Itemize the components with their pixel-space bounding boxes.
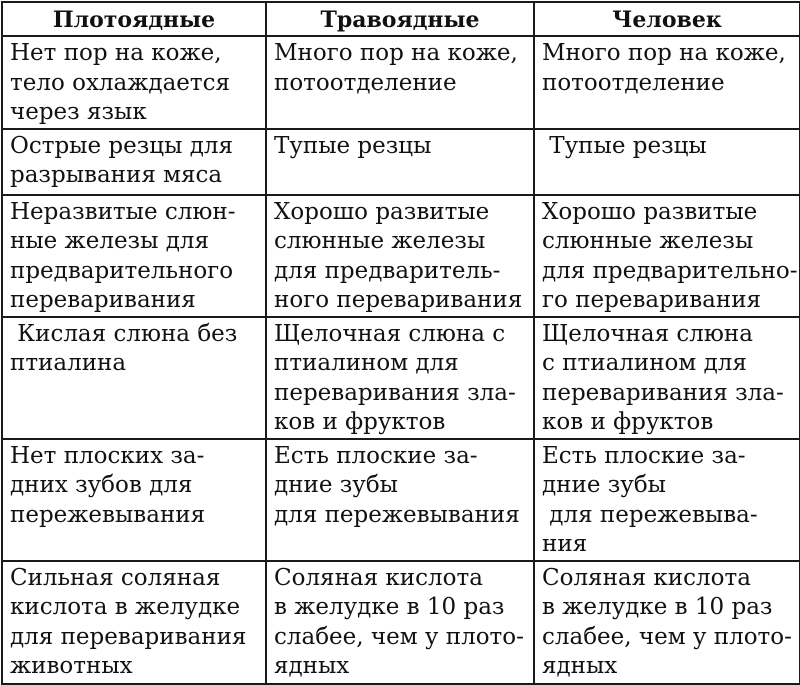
cell-line: Много пор на коже, [274,40,518,66]
cell-line: для предваритель- [274,257,501,284]
cell-human [534,36,800,129]
cell-line: предварительного [10,257,234,284]
cell-line: Нет пор на коже, [10,40,222,66]
cell-line: дние зубы [274,472,398,498]
cell-line: ков и фруктов [542,409,714,435]
cell-line: го переваривания [542,287,762,313]
cell-herbivores [266,561,534,684]
cell-carnivores [2,439,266,561]
cell-line: для пережевыва- [542,501,758,528]
cell-line: ного переваривания [274,287,523,313]
cell-line: птиалином для [274,350,459,376]
cell-line: ния [542,531,588,557]
cell-line: через язык [10,99,147,125]
cell-line: ные железы для [10,228,209,254]
cell-herbivores [266,129,534,195]
cell-line: Щелочная слюна с [274,320,506,347]
cell-human [534,317,800,439]
cell-line: ядных [274,653,350,679]
cell-human [534,195,800,317]
cell-line: переваривания зла- [274,379,516,406]
table-row-incisors [2,129,800,195]
cell-line: животных [10,653,133,679]
cell-line: ков и фруктов [274,409,446,435]
cell-human [534,129,800,195]
cell-carnivores [2,561,266,684]
cell-line: Кислая слюна без [10,320,238,347]
cell-line: Тупые резцы [274,132,432,159]
cell-line: потоотделение [274,69,457,96]
cell-line: разрывания мяса [10,162,223,188]
cell-line: переваривания [10,287,196,313]
cell-line: Острые резцы для [10,132,233,159]
cell-herbivores [266,36,534,129]
cell-line: тело охлаждается [10,69,231,96]
header-herbivores: Травоядные [266,2,534,36]
table-row-skin [2,36,800,129]
cell-line: Есть плоские за- [274,442,478,469]
cell-line: Хорошо развитые [542,198,758,225]
cell-line: для переваривания [10,623,247,650]
cell-line: в желудке в 10 раз [274,594,505,620]
cell-herbivores [266,439,534,561]
cell-line: Щелочная слюна [542,320,753,347]
cell-line: слюнные железы [274,228,486,254]
cell-carnivores [2,195,266,317]
cell-carnivores [2,36,266,129]
cell-line: с птиалином для [542,350,747,376]
cell-carnivores [2,317,266,439]
cell-line: Соляная кислота [542,564,751,591]
table-row-molars [2,439,800,561]
cell-line: для пережевывания [274,501,520,528]
cell-line: слабее, чем у плото- [542,623,792,650]
cell-line: потоотделение [542,69,725,96]
cell-line: Соляная кислота [274,564,483,591]
cell-line: Есть плоские за- [542,442,746,469]
cell-carnivores [2,129,266,195]
cell-line: дние зубы [542,472,666,498]
comparison-table [1,1,800,685]
cell-line: ядных [542,653,618,679]
header-human: Человек [534,2,800,36]
cell-human [534,561,800,684]
cell-line: Хорошо развитые [274,198,490,225]
cell-line: в желудке в 10 раз [542,594,773,620]
cell-herbivores [266,195,534,317]
table-row-saliva [2,317,800,439]
cell-human [534,439,800,561]
cell-line: переваривания зла- [542,379,784,406]
cell-line: пережевывания [10,501,206,528]
header-carnivores: Плотоядные [2,2,266,36]
cell-line: кислота в желудке [10,594,241,620]
table-row-stomach-acid [2,561,800,684]
cell-line: слабее, чем у плото- [274,623,524,650]
cell-line: Неразвитые слюн- [10,198,236,225]
cell-herbivores [266,317,534,439]
cell-line: слюнные железы [542,228,754,254]
cell-line: дних зубов для [10,472,193,498]
cell-line: Нет плоских за- [10,442,205,469]
cell-line: Сильная соляная [10,564,221,591]
table-row-salivary-glands [2,195,800,317]
header-row [2,2,800,36]
cell-line: Много пор на коже, [542,40,786,66]
cell-line: для предварительно- [542,257,798,284]
cell-line: птиалина [10,350,127,376]
cell-line: Тупые резцы [542,132,707,159]
